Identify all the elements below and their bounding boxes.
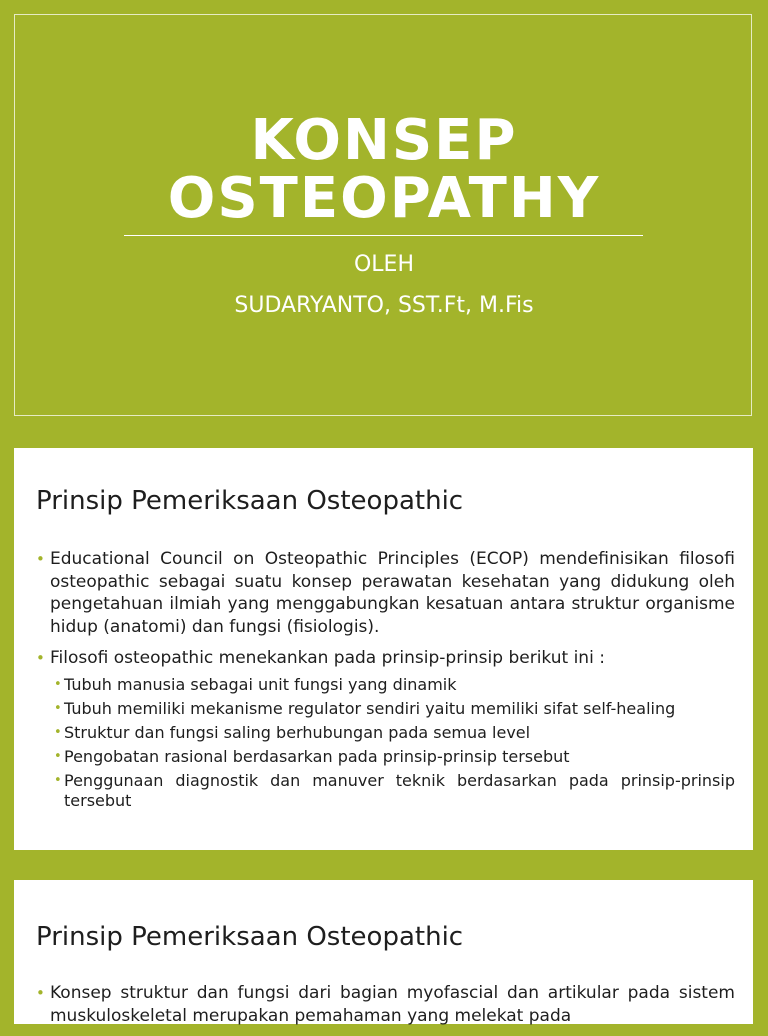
- title-line-2: OSTEOPATHY: [167, 166, 601, 231]
- bullet-list: [36, 982, 735, 1036]
- bullet-item: • Educational Council on Osteopathic Principles (ECOP) mendefinisikan filosofi osteopathic sebagai suatu konsep perawatan kesehatan yang didukung oleh pengetahuan ilmiah yang menggabungkan kesatuan antara struktur organisme hidup (anatomi) dan fungsi (fisiologis).: [36, 548, 735, 638]
- sub-bullet-item: • Pengobatan rasional berdasarkan pada prinsip-prinsip tersebut: [54, 747, 735, 767]
- slide-title: [0, 108, 768, 231]
- sub-bullet-item: • Struktur dan fungsi saling berhubungan pada semua level: [54, 723, 735, 743]
- slide-heading: Prinsip Pemeriksaan Osteopathic: [36, 922, 464, 952]
- title-line-1: KONSEP: [250, 108, 518, 173]
- title-slide: [0, 0, 768, 432]
- slide-prinsip-2: [14, 880, 753, 1024]
- slide-heading: Prinsip Pemeriksaan Osteopathic: [36, 486, 464, 516]
- title-divider: [124, 235, 643, 236]
- sub-bullet-item: • Tubuh memiliki mekanisme regulator sendiri yaitu memiliki sifat self-healing: [54, 699, 735, 719]
- subtitle-oleh: OLEH: [353, 252, 415, 277]
- sub-bullet-list: [36, 675, 735, 811]
- sub-bullet-item: • Tubuh manusia sebagai unit fungsi yang dinamik: [54, 675, 735, 695]
- bullet-item: • Konsep struktur dan fungsi dari bagian myofascial dan artikular pada sistem muskuloskeletal merupakan pemahaman yang melekat pada: [36, 982, 735, 1027]
- bullet-list: [36, 548, 735, 815]
- sub-bullet-item: • Penggunaan diagnostik dan manuver teknik berdasarkan pada prinsip-prinsip tersebut: [54, 771, 735, 811]
- slide-prinsip-1: [14, 448, 753, 850]
- subtitle-author: SUDARYANTO, SST.Ft, M.Fis: [234, 293, 534, 318]
- bullet-item: • Filosofi osteopathic menekankan pada prinsip-prinsip berikut ini :: [36, 647, 735, 670]
